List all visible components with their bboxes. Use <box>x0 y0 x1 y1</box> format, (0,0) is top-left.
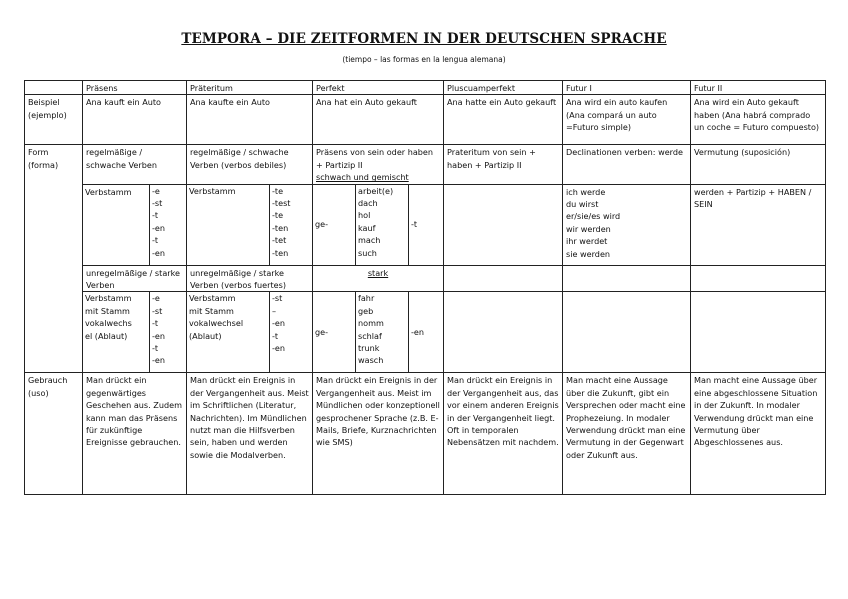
weak-praeteritum <box>187 184 313 265</box>
gebrauch-label: Gebrauch (uso) <box>25 373 83 495</box>
form-plusquam: Prateritum von sein + haben + Partizip II <box>444 145 563 184</box>
gebrauch-plusquam: Man drückt ein Ereignis in der Vergangenheit aus, das vor einem anderen Ereignis in der Vergangenheit liegt. Oft in temporalen Nebensätzen mit nachdem. <box>444 373 563 495</box>
form-label: Form (forma) <box>25 145 83 184</box>
conj-line: ihr werdet <box>566 236 608 247</box>
stem: kauf <box>358 222 376 233</box>
stem: arbeit(e) <box>358 185 394 196</box>
empty-cell <box>444 292 563 373</box>
strong-perfekt-suffix: -en <box>409 292 444 372</box>
beispiel-futur1: Ana wird ein auto kaufen (Ana compará un auto =Futuro simple) <box>563 95 691 145</box>
header-praesens: Präsens <box>83 81 187 95</box>
header-futur1: Futur I <box>563 81 691 95</box>
form-futur2: Vermutung (suposición) <box>691 145 826 184</box>
header-futur2: Futur II <box>691 81 826 95</box>
weak-plusquam-empty <box>444 184 563 265</box>
header-plusquamperfekt: Pluscuamperfekt <box>444 81 563 95</box>
header-cell-empty <box>25 81 83 95</box>
form-perfekt <box>313 145 444 184</box>
stem: such <box>358 247 377 258</box>
ending: -te <box>272 210 284 221</box>
stem: wasch <box>358 355 384 366</box>
stamm-line: mit Stamm <box>189 305 234 316</box>
ending: -en <box>152 355 166 366</box>
empty-cell <box>444 265 563 292</box>
stamm-line: Verbstamm <box>189 293 236 304</box>
ending: -t <box>152 235 159 246</box>
ending: -en <box>272 318 286 329</box>
gebrauch-row <box>25 373 826 495</box>
ending: -st <box>152 305 163 316</box>
page-title: TEMPORA – DIE ZEITFORMEN IN DER DEUTSCHEN SPRACHE <box>181 31 667 47</box>
form-futur1: Declinationen verben: werde <box>563 145 691 184</box>
gebrauch-futur2: Man macht eine Aussage über eine abgeschlossene Situation in der Zukunft. In modaler Verwendung drückt man eine Vermutung über Abgeschlossenes aus. <box>691 373 826 495</box>
header-row <box>25 81 826 95</box>
form-label-cont <box>25 265 83 292</box>
weak-praesens <box>83 184 187 265</box>
strong-perfekt-label <box>313 265 444 292</box>
conj-line: sie werden <box>566 248 611 259</box>
stem: schlaf <box>358 330 382 341</box>
weak-perfekt-suffix: -t <box>409 185 444 265</box>
stem: trunk <box>358 343 380 354</box>
futur2-formula: werden + Partizip + HABEN / SEIN <box>691 184 826 265</box>
conj-line: er/sie/es wird <box>566 211 621 222</box>
strong-praesens-stamm <box>83 292 150 372</box>
form-perfekt-text: Präsens von sein oder haben + Partizip II <box>316 147 434 170</box>
weak-praesens-endings <box>150 185 187 265</box>
stamm-line: vokalwechsel <box>189 318 244 329</box>
ending: -e <box>152 293 160 304</box>
weak-praeteritum-stamm: Verbstamm <box>189 185 236 196</box>
page-subtitle: (tiempo – las formas en la lengua alemana) <box>342 55 506 64</box>
strong-header-row <box>25 265 826 292</box>
empty-cell <box>563 265 691 292</box>
tempora-table <box>24 80 826 495</box>
strong-conjugation-row <box>25 292 826 373</box>
ending: -t <box>152 318 159 329</box>
strong-perfekt <box>313 292 444 373</box>
ending: -te <box>272 185 284 196</box>
weak-conjugation-row <box>25 184 826 265</box>
weak-praeteritum-endings <box>270 185 313 265</box>
ending: – <box>272 305 277 316</box>
strong-praeteritum-label: unregelmäßige / starke Verben (verbos fuertes) <box>187 265 313 292</box>
gebrauch-perfekt: Man drückt ein Ereignis in der Vergangenheit aus. Meist im Mündlichen oder konzeptionell gesprochener Sprache (z.B. E-Mails, Briefe, Kurznachrichten wie SMS) <box>313 373 444 495</box>
form-row <box>25 145 826 184</box>
strong-praeteritum <box>187 292 313 373</box>
empty-cell <box>563 292 691 373</box>
ending: -t <box>152 343 159 354</box>
empty-cell <box>691 292 826 373</box>
strong-praeteritum-endings <box>270 292 313 372</box>
ending: -en <box>152 247 166 258</box>
ending: -tet <box>272 235 287 246</box>
beispiel-label: Beispiel (ejemplo) <box>25 95 83 145</box>
conj-line: wir werden <box>566 223 611 234</box>
stem: mach <box>358 235 381 246</box>
ending: -st <box>152 198 163 209</box>
strong-praesens-label: unregelmäßige / starke Verben <box>83 265 187 292</box>
header-praeteritum: Präteritum <box>187 81 313 95</box>
header-perfekt: Perfekt <box>313 81 444 95</box>
ending: -en <box>152 330 166 341</box>
stamm-line: Verbstamm <box>85 293 132 304</box>
empty-cell <box>691 265 826 292</box>
form-praeteritum: regelmäßige / schwache Verben (verbos debiles) <box>187 145 313 184</box>
ending: -e <box>152 185 160 196</box>
ending: -t <box>152 210 159 221</box>
gebrauch-praeteritum: Man drückt ein Ereignis in der Vergangenheit aus. Meist im Schriftlichen (Literatur, Nachrichten). Im Mündlichen nutzt man die Hilfsverben sein, haben und werden sowie die Modalverben. <box>187 373 313 495</box>
ending: -test <box>272 198 291 209</box>
ending: -t <box>272 330 279 341</box>
weak-perfekt-stems <box>356 185 409 265</box>
stem: hol <box>358 210 371 221</box>
stem: dach <box>358 198 378 209</box>
stem: nomm <box>358 318 384 329</box>
strong-praesens-endings <box>150 292 187 372</box>
beispiel-praesens: Ana kauft ein Auto <box>83 95 187 145</box>
stamm-line: mit Stamm <box>85 305 130 316</box>
strong-praesens <box>83 292 187 373</box>
beispiel-futur2: Ana wird ein Auto gekauft haben (Ana habrá comprado un coche = Futuro compuesto) <box>691 95 826 145</box>
form-label-cont <box>25 184 83 265</box>
strong-perfekt-stems <box>356 292 409 372</box>
stamm-line: el (Ablaut) <box>85 330 128 341</box>
ending: -st <box>272 293 283 304</box>
gebrauch-praesens: Man drückt ein gegenwärtiges Geschehen aus. Zudem kann man das Präsens für zukünftige Ereignisse gebrauchen. <box>83 373 187 495</box>
beispiel-plusquam: Ana hatte ein Auto gekauft <box>444 95 563 145</box>
stamm-line: vokalwechs <box>85 318 132 329</box>
beispiel-praeteritum: Ana kaufte ein Auto <box>187 95 313 145</box>
conj-line: du wirst <box>566 199 599 210</box>
weak-praesens-stamm: Verbstamm <box>85 186 132 197</box>
ending: -en <box>152 222 166 233</box>
beispiel-row <box>25 95 826 145</box>
form-label-cont <box>25 292 83 373</box>
stem: fahr <box>358 293 375 304</box>
stem: geb <box>358 305 374 316</box>
strong-praeteritum-stamm <box>187 292 270 372</box>
conj-line: ich werde <box>566 186 606 197</box>
form-perfekt-weak: schwach und gemischt <box>316 172 409 183</box>
strong-label: stark <box>367 267 389 278</box>
ending: -ten <box>272 247 289 258</box>
futur1-conjugation <box>563 184 691 265</box>
stamm-line: (Ablaut) <box>189 330 222 341</box>
strong-perfekt-prefix: ge- <box>315 327 329 338</box>
beispiel-perfekt: Ana hat ein Auto gekauft <box>313 95 444 145</box>
gebrauch-futur1: Man macht eine Aussage über die Zukunft, gibt ein Versprechen oder macht eine Prophezeiung. In modaler Verwendung drückt man eine Vermutung in der Gegenwart oder Zukunft aus. <box>563 373 691 495</box>
ending: -ten <box>272 222 289 233</box>
weak-perfekt <box>313 184 444 265</box>
weak-perfekt-prefix: ge- <box>315 219 329 230</box>
form-praesens: regelmäßige / schwache Verben <box>83 145 187 184</box>
ending: -en <box>272 343 286 354</box>
